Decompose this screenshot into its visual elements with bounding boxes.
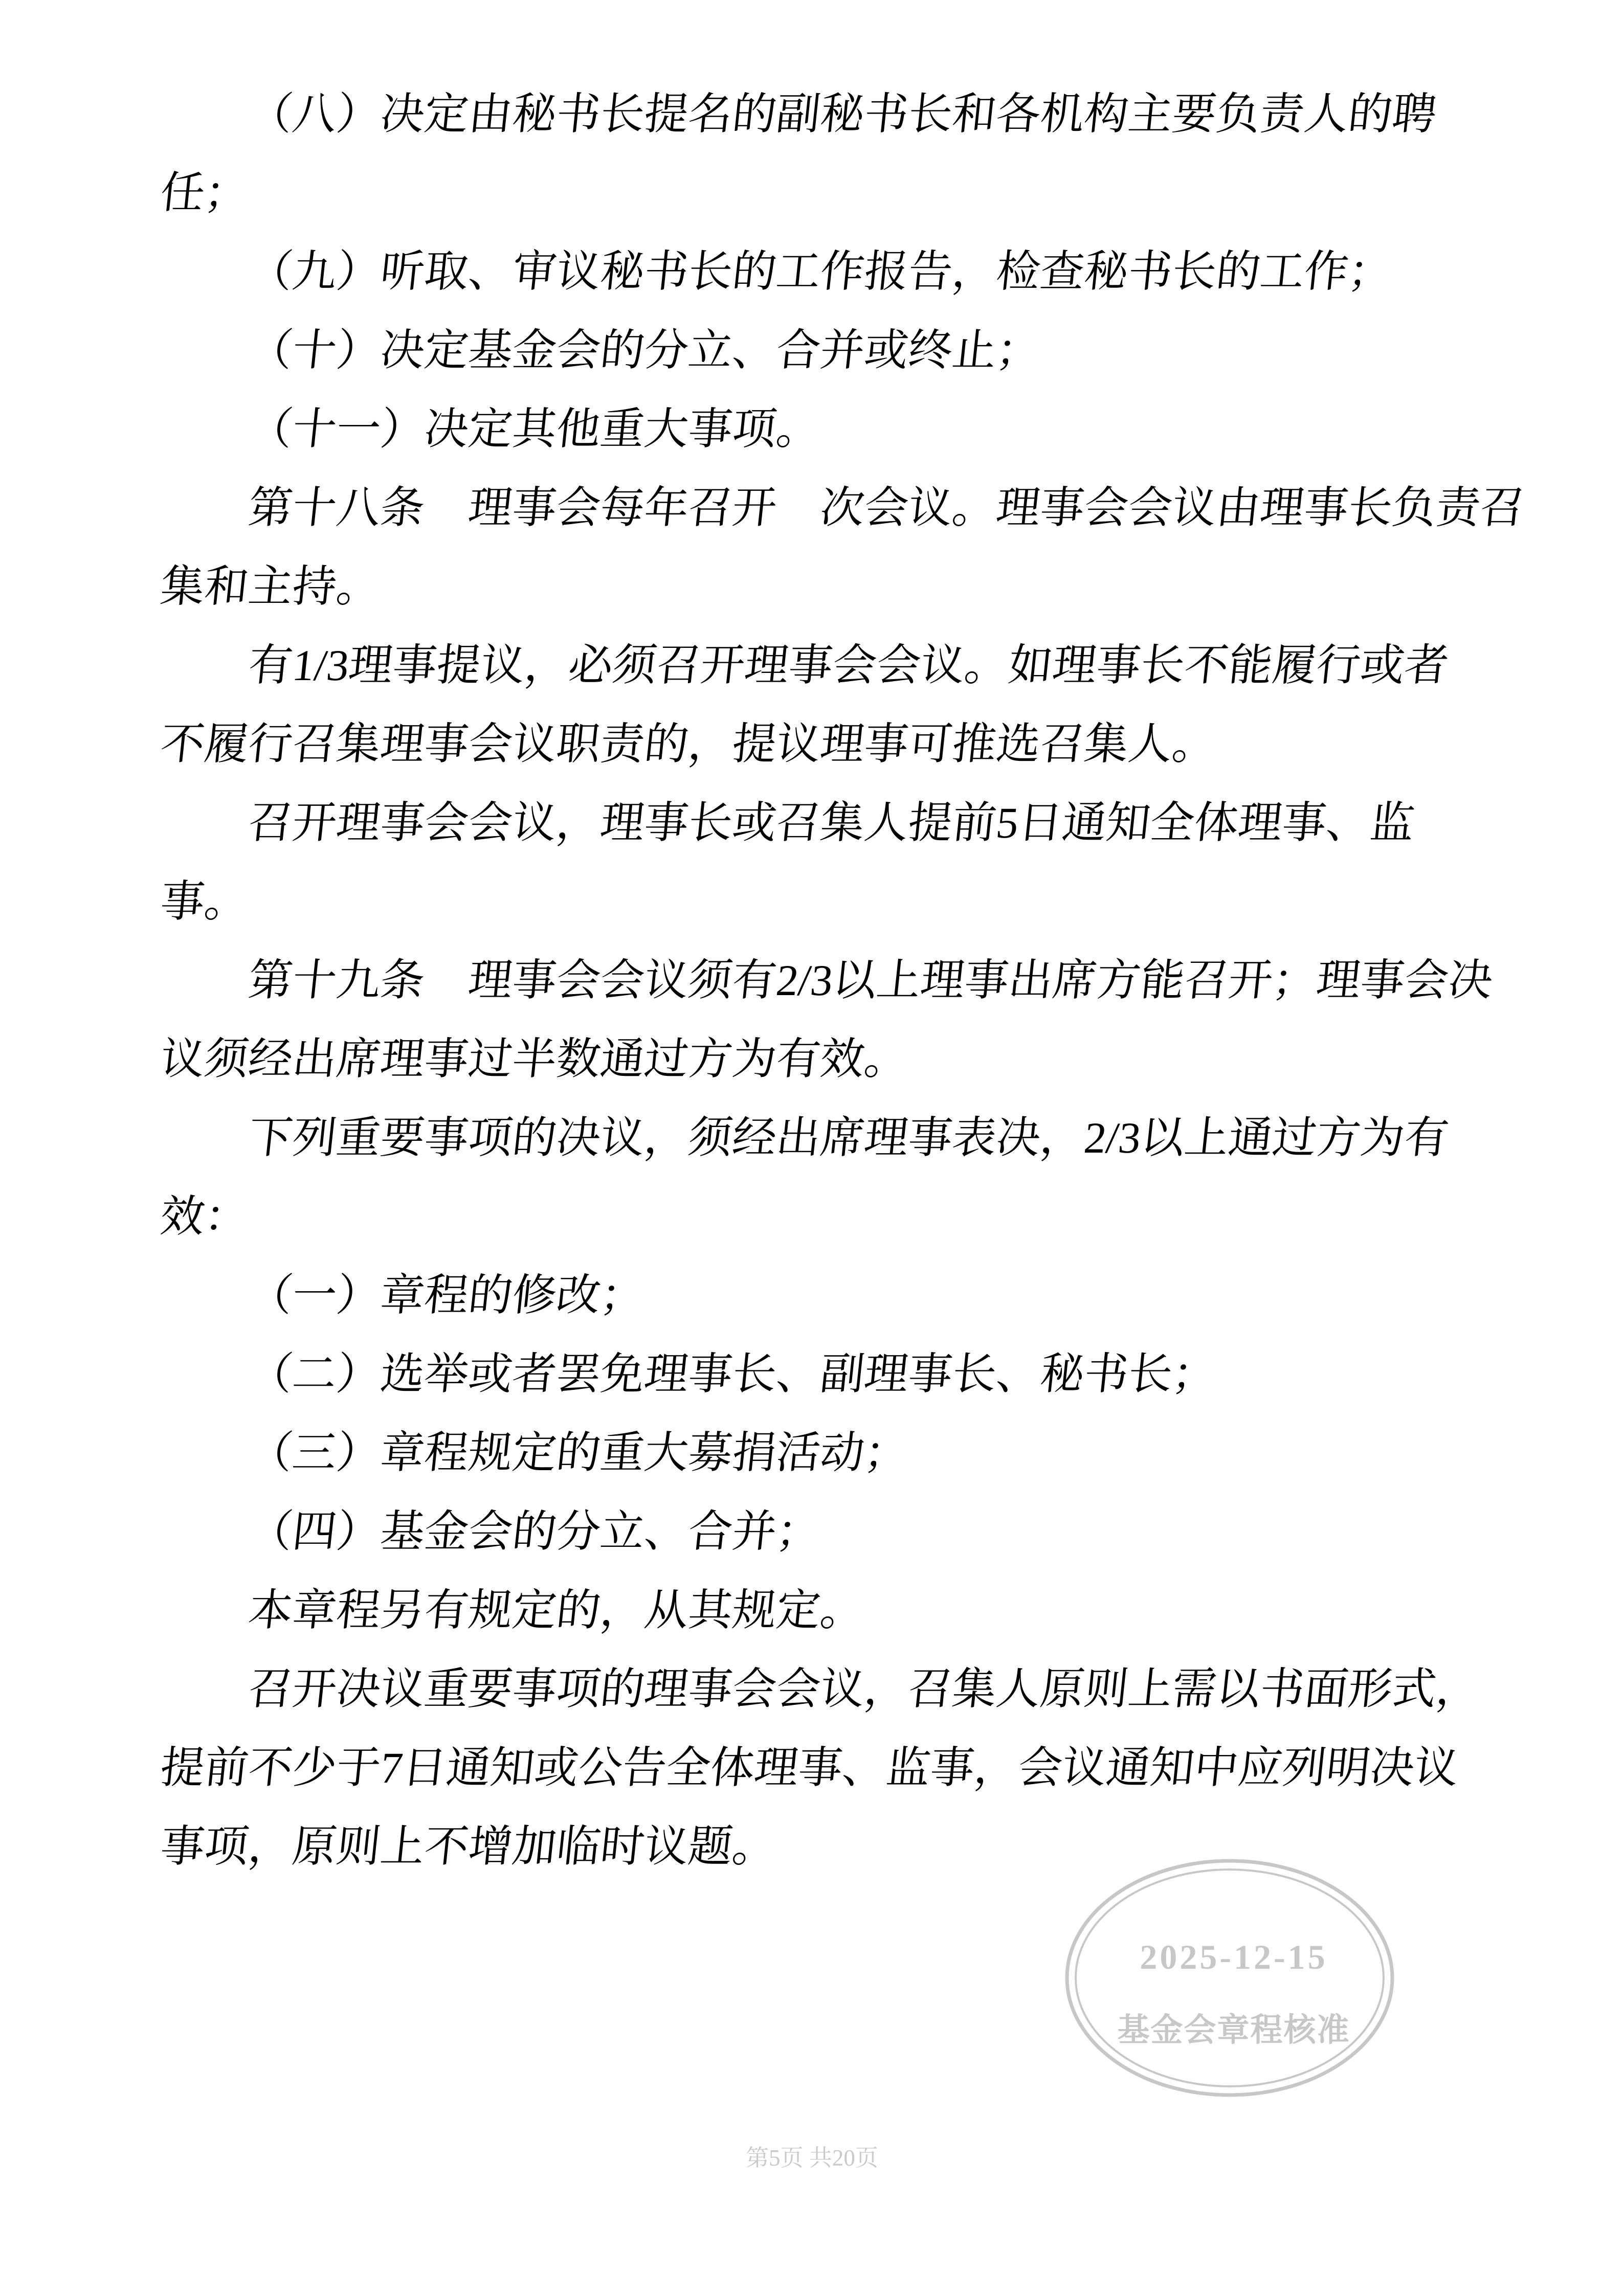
document-line: 集和主持。: [158, 562, 384, 611]
page-number: 第5页 共20页: [746, 2145, 878, 2171]
document-line: 召开决议重要事项的理事会会议，召集人原则上需以书面形式，: [246, 1664, 1483, 1714]
document-line: 第十八条 理事会每年召开 次会议。理事会会议由理事长负责召: [246, 483, 1527, 532]
document-line: （二）选举或者罢免理事长、副理事长、秘书长；: [246, 1349, 1219, 1399]
stamp-date: 2025-12-15: [1140, 1938, 1328, 1976]
document-body: [157, 75, 1527, 1886]
document-line: （十）决定基金会的分立、合并或终止；: [246, 326, 1043, 375]
document-line: 事。: [158, 877, 252, 926]
document-line: 事项，原则上不增加临时议题。: [158, 1822, 780, 1871]
document-line: 提前不少于7日通知或公告全体理事、监事，会议通知中应列明决议: [158, 1743, 1461, 1792]
document-line: 效：: [158, 1192, 252, 1241]
document-line: 有1/3理事提议，必须召开理事会会议。如理事长不能履行或者: [246, 641, 1452, 690]
document-line: （九）听取、审议秘书长的工作报告，检查秘书长的工作；: [246, 247, 1395, 296]
document-line: 不履行召集理事会议职责的，提议理事可推选召集人。: [158, 719, 1219, 769]
stamp-label: 基金会章程核准: [1117, 2012, 1350, 2048]
document-line: 召开理事会会议，理事长或召集人提前5日通知全体理事、监: [246, 798, 1417, 847]
document-line: 议须经出席理事过半数通过方为有效。: [158, 1034, 911, 1084]
document-line: （三）章程规定的重大募捐活动；: [246, 1428, 911, 1477]
stamp-outer-ring: [1067, 1861, 1392, 2095]
document-line: 下列重要事项的决议，须经出席理事表决，2/3以上通过方为有: [246, 1113, 1452, 1162]
stamp-inner-ring: [1076, 1870, 1384, 2086]
document-line: 本章程另有规定的，从其规定。: [246, 1586, 867, 1635]
document-line: （四）基金会的分立、合并；: [246, 1507, 824, 1556]
page-footer: [0, 2143, 1624, 2173]
document-line: 任；: [158, 168, 252, 217]
document-line: 第十九条 理事会会议须有2/3以上理事出席方能召开；理事会决: [246, 956, 1496, 1005]
document-line: （一）章程的修改；: [246, 1271, 648, 1320]
document-line: （十一）决定其他重大事项。: [246, 404, 824, 454]
approval-stamp: [1065, 1859, 1394, 2098]
document-line: （八）决定由秘书长提名的副秘书长和各机构主要负责人的聘: [246, 89, 1439, 139]
